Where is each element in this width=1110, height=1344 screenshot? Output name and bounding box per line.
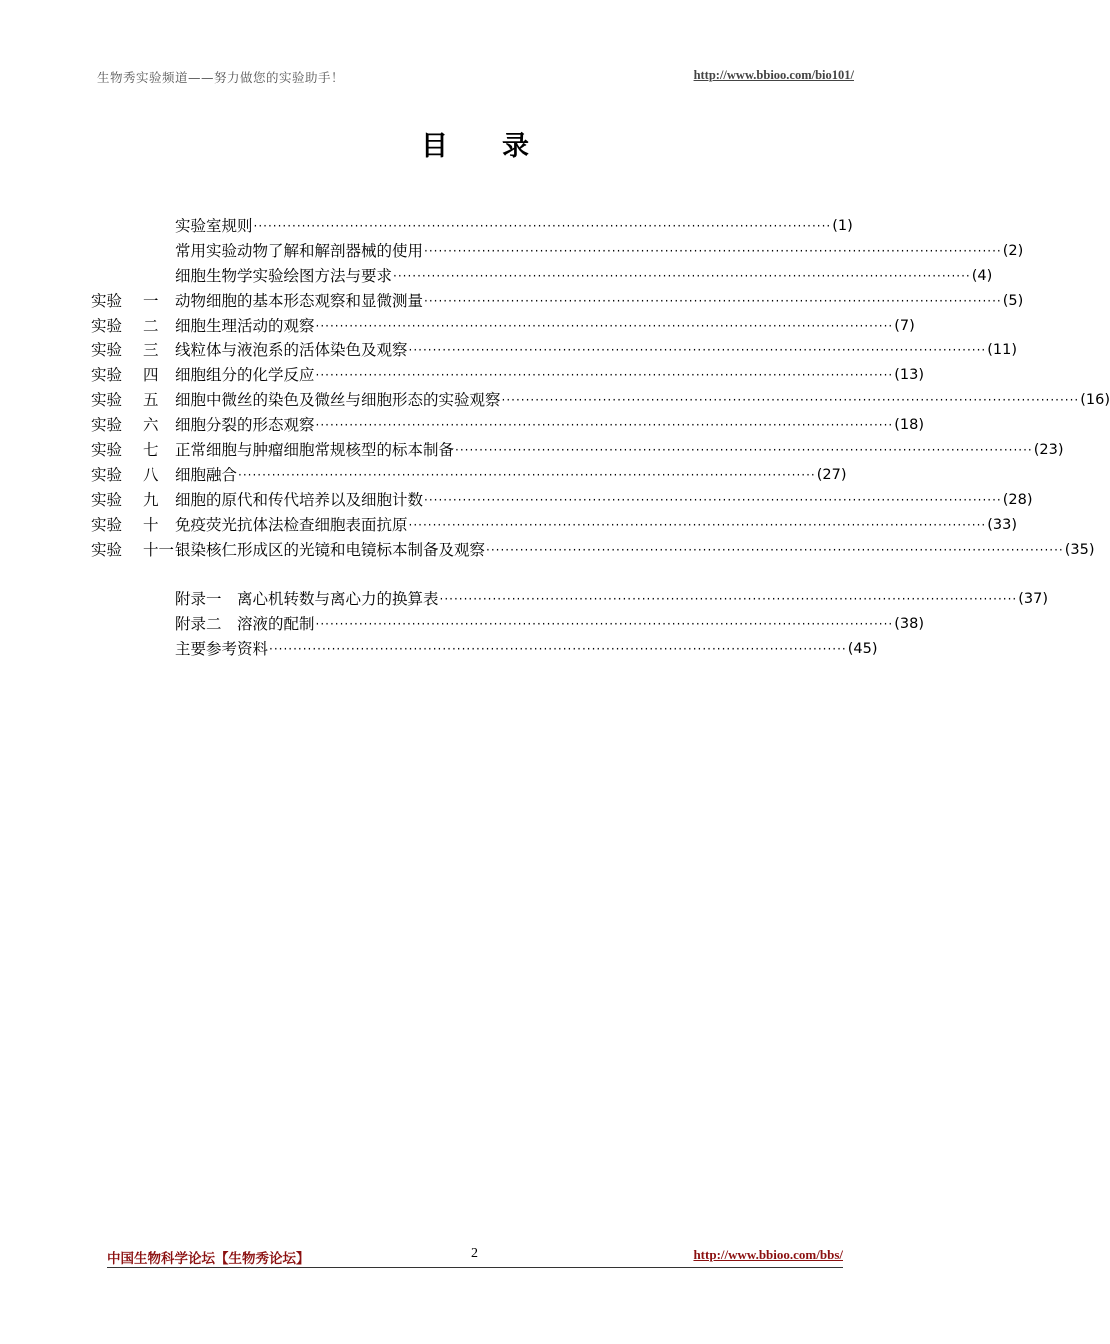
toc-leader-dots: ························································································································ bbox=[424, 492, 1002, 507]
toc-entry-title: 细胞组分的化学反应 bbox=[175, 366, 315, 385]
toc-page-number: (7) bbox=[894, 317, 915, 334]
toc-leader-dots: ························································································································ bbox=[253, 219, 832, 233]
toc-leader-dots: ························································································································ bbox=[439, 592, 1018, 607]
toc-entry[interactable] bbox=[91, 587, 1049, 612]
toc-experiment-number: 五 bbox=[143, 391, 159, 410]
toc-page-number: (13) bbox=[894, 367, 925, 384]
toc-page-number: (35) bbox=[1064, 541, 1095, 558]
footer-page-number: 2 bbox=[471, 1246, 478, 1261]
toc-page-number: (1) bbox=[832, 218, 853, 234]
toc-entry[interactable] bbox=[91, 538, 1095, 563]
toc-leader-dots: ························································································································ bbox=[238, 467, 816, 482]
toc-leader-dots: ························································································································ bbox=[424, 293, 1002, 308]
toc-experiment-number: 十一 bbox=[143, 540, 175, 559]
header-slogan: 生物秀实验频道——努力做您的实验助手！ bbox=[97, 70, 345, 85]
page-footer bbox=[107, 1245, 843, 1268]
toc-page-number: (11) bbox=[987, 342, 1018, 359]
toc-entry[interactable] bbox=[91, 338, 1018, 363]
toc-entry-title: 细胞生理活动的观察 bbox=[175, 316, 315, 335]
toc-experiment-word: 实验 bbox=[91, 465, 123, 484]
toc-experiment-word: 实验 bbox=[91, 490, 123, 509]
toc-page-number: (2) bbox=[1002, 242, 1024, 259]
page-header bbox=[97, 68, 854, 88]
toc-page-number: (28) bbox=[1002, 491, 1033, 508]
toc-experiment-number: 一 bbox=[143, 291, 159, 310]
toc-entry-title: 附录一 离心机转数与离心力的换算表 bbox=[175, 590, 439, 609]
toc-leader-dots: ························································································································ bbox=[393, 268, 971, 283]
toc-experiment-word: 实验 bbox=[91, 441, 123, 460]
toc-leader-dots: ························································································································ bbox=[501, 393, 1080, 408]
toc-entry-title: 实验室规则 bbox=[175, 217, 253, 235]
toc-experiment-word: 实验 bbox=[91, 291, 123, 310]
toc-entry[interactable] bbox=[91, 314, 915, 339]
toc-leader-dots: ························································································································ bbox=[455, 443, 1033, 458]
toc-entry[interactable] bbox=[91, 488, 1033, 513]
toc-entry-title: 免疫荧光抗体法检查细胞表面抗原 bbox=[175, 515, 408, 534]
toc-experiment-word: 实验 bbox=[91, 366, 123, 385]
toc-entry[interactable] bbox=[91, 513, 1018, 538]
toc-leader-dots: ························································································································ bbox=[408, 517, 987, 532]
toc-entry-title: 动物细胞的基本形态观察和显微测量 bbox=[175, 291, 424, 310]
toc-leader-dots: ························································································································ bbox=[315, 617, 894, 632]
toc-entry-title: 细胞融合 bbox=[175, 465, 238, 484]
toc-entry-title: 常用实验动物了解和解剖器械的使用 bbox=[175, 241, 424, 260]
toc-page-number: (16) bbox=[1080, 392, 1110, 409]
toc-page-number: (38) bbox=[894, 616, 925, 633]
toc-page-number: (5) bbox=[1002, 292, 1024, 309]
toc-experiment-word: 实验 bbox=[91, 341, 123, 360]
toc-entry-title: 细胞中微丝的染色及微丝与细胞形态的实验观察 bbox=[175, 391, 501, 410]
footer-link[interactable]: http://www.bbioo.com/bbs/ bbox=[693, 1247, 843, 1262]
toc-experiment-number: 二 bbox=[143, 316, 159, 335]
toc-entry[interactable] bbox=[91, 612, 925, 637]
toc-entry-title: 线粒体与液泡系的活体染色及观察 bbox=[175, 341, 408, 360]
toc-page-number: (18) bbox=[894, 417, 925, 434]
header-link[interactable]: http://www.bbioo.com/bio101/ bbox=[693, 68, 854, 82]
table-of-contents bbox=[91, 214, 1110, 662]
toc-spacer bbox=[91, 562, 711, 587]
toc-entry[interactable] bbox=[91, 264, 993, 289]
toc-entry[interactable] bbox=[91, 438, 1064, 463]
footer-forum-name: 中国生物科学论坛【生物秀论坛】 bbox=[107, 1251, 310, 1267]
toc-leader-dots: ························································································································ bbox=[269, 642, 847, 657]
toc-leader-dots: ························································································································ bbox=[315, 368, 894, 383]
toc-leader-dots: ························································································································ bbox=[408, 343, 987, 358]
toc-experiment-word: 实验 bbox=[91, 391, 123, 410]
toc-entry[interactable] bbox=[91, 413, 925, 438]
toc-experiment-number: 七 bbox=[143, 441, 159, 460]
toc-entry[interactable] bbox=[91, 289, 1024, 314]
toc-page-number: (45) bbox=[847, 641, 878, 658]
toc-experiment-number: 四 bbox=[143, 366, 159, 385]
toc-experiment-word: 实验 bbox=[91, 515, 123, 534]
toc-leader-dots: ························································································································ bbox=[315, 418, 894, 433]
toc-experiment-number: 十 bbox=[143, 515, 159, 534]
toc-experiment-number: 八 bbox=[143, 465, 159, 484]
toc-entry-title: 细胞生物学实验绘图方法与要求 bbox=[175, 266, 393, 285]
toc-page-number: (33) bbox=[987, 516, 1018, 533]
toc-leader-dots: ························································································································ bbox=[315, 318, 894, 333]
toc-entry[interactable] bbox=[91, 363, 925, 388]
toc-entry[interactable] bbox=[91, 463, 847, 488]
toc-entry[interactable] bbox=[91, 214, 853, 239]
toc-page-number: (23) bbox=[1033, 442, 1064, 459]
toc-entry-title: 主要参考资料 bbox=[175, 640, 269, 659]
toc-entry-title: 细胞的原代和传代培养以及细胞计数 bbox=[175, 490, 424, 509]
toc-experiment-word: 实验 bbox=[91, 540, 123, 559]
toc-entry-title: 正常细胞与肿瘤细胞常规核型的标本制备 bbox=[175, 441, 455, 460]
toc-experiment-number: 九 bbox=[143, 490, 159, 509]
toc-entry[interactable] bbox=[91, 388, 1110, 413]
toc-entry[interactable] bbox=[91, 239, 1024, 264]
toc-experiment-number: 三 bbox=[143, 341, 159, 360]
toc-leader-dots: ························································································································ bbox=[424, 243, 1002, 258]
toc-experiment-word: 实验 bbox=[91, 316, 123, 335]
toc-entry-title: 银染核仁形成区的光镜和电镜标本制备及观察 bbox=[175, 540, 486, 559]
toc-entry-title: 附录二 溶液的配制 bbox=[175, 615, 315, 634]
page-title: 目 录 bbox=[421, 131, 529, 162]
toc-leader-dots: ························································································································ bbox=[486, 542, 1064, 557]
toc-experiment-number: 六 bbox=[143, 416, 159, 435]
toc-page-number: (27) bbox=[816, 466, 847, 483]
toc-experiment-word: 实验 bbox=[91, 416, 123, 435]
toc-page-number: (4) bbox=[971, 267, 993, 284]
toc-entry[interactable] bbox=[91, 637, 878, 662]
toc-entry-title: 细胞分裂的形态观察 bbox=[175, 416, 315, 435]
toc-page-number: (37) bbox=[1018, 591, 1049, 608]
